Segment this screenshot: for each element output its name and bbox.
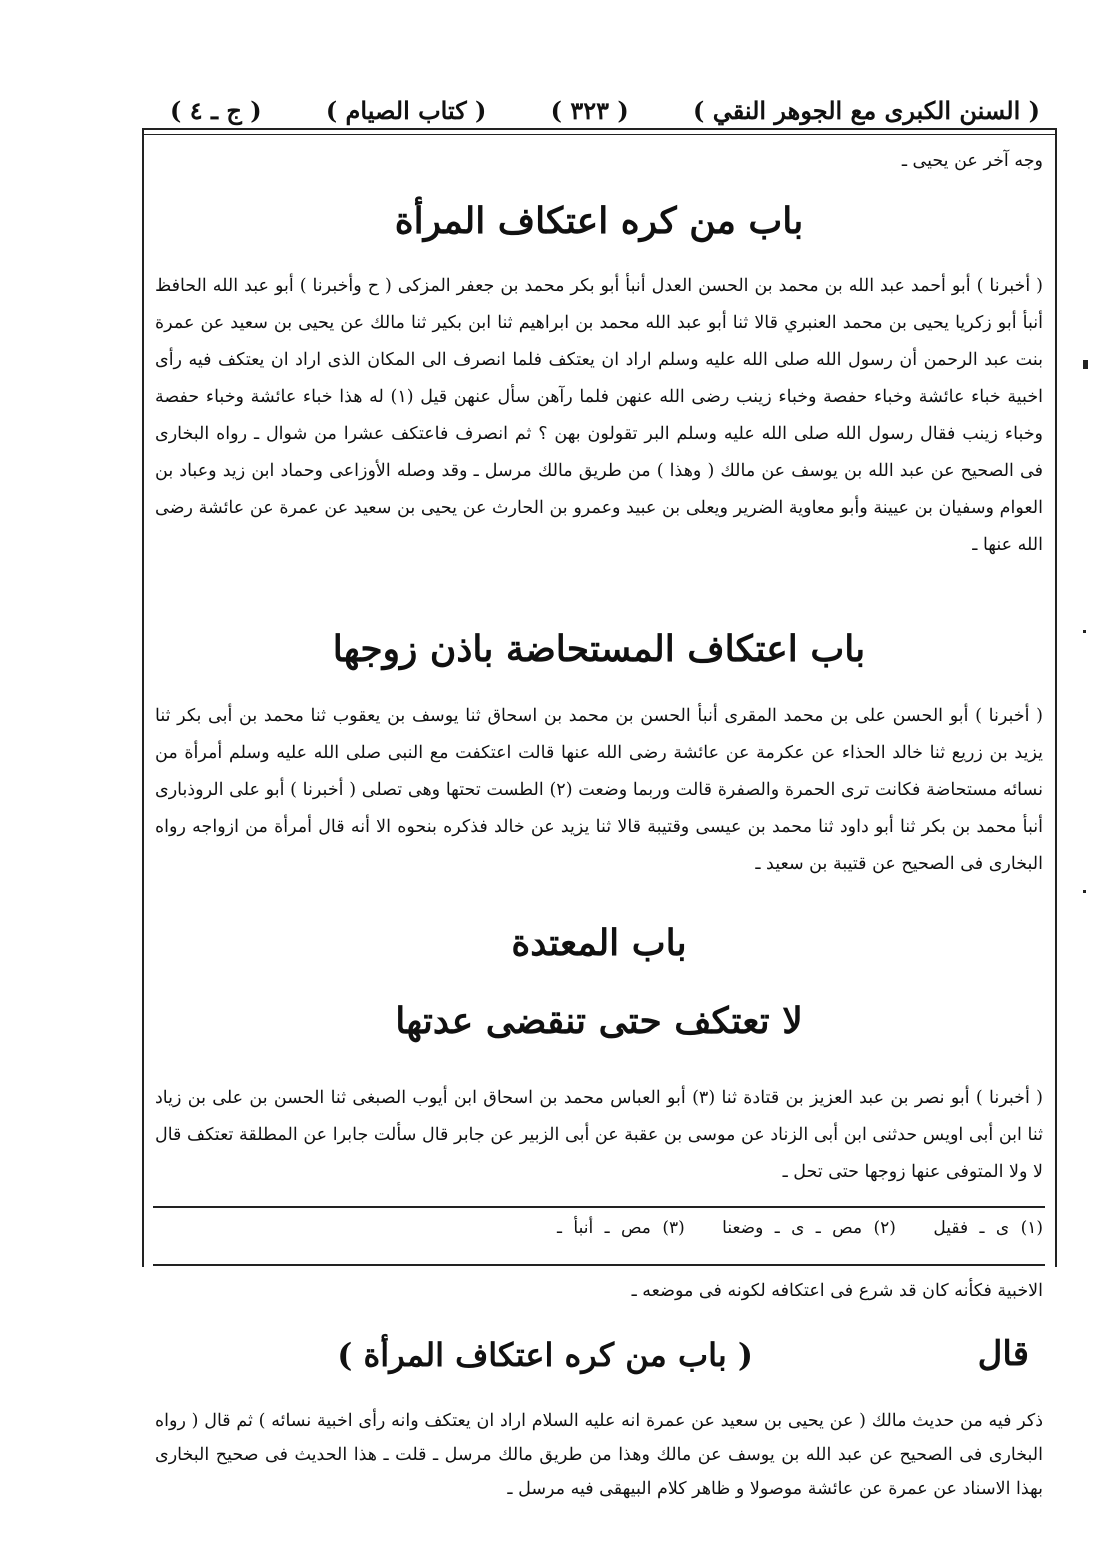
footnote-3: (٣) مص ـ أنبأ ـ — [557, 1218, 685, 1238]
running-header — [170, 88, 1040, 132]
frame-right-rule — [1055, 128, 1057, 1267]
footnote-1: (١) ى ـ فقيل — [933, 1218, 1043, 1238]
commentary-qal: قال — [977, 1334, 1029, 1374]
commentary-intro-text: الاخبية فكأنه كان قد شرع فى اعتكافه لكونه فى موضعه ـ — [631, 1281, 1043, 1301]
footnotes — [155, 1218, 1043, 1238]
commentary-title: ( باب من كره اعتكاف المرأة ) — [337, 1336, 753, 1374]
header-book-title: ( السنن الكبرى مع الجوهر النقي ) — [692, 95, 1040, 125]
section1-body — [155, 268, 1043, 564]
footnote-separator — [153, 1206, 1045, 1208]
section3-body — [155, 1080, 1043, 1191]
commentary-separator — [153, 1264, 1045, 1266]
header-volume: ( ج ـ ٤ ) — [170, 95, 262, 125]
section3-title-line1: باب المعتدة — [511, 922, 687, 964]
commentary-intro — [155, 1274, 1043, 1308]
section2-text: ( أخبرنا ) أبو الحسن على بن محمد المقرى أنبأ الحسن بن محمد بن اسحاق ثنا يوسف بن يعقوب ثنا محمد بن أبى بكر ثنا يزيد بن زريع ثنا خالد الحذاء عن عكرمة عن عائشة رضى الله عنها قالت اعتكفت مع النبى صلى الله عليه وسلم أمرأة من نسائه مستحاضة فكانت ترى الحمرة والصفرة قالت وربما وضعت (٢) الطست تحتها وهى تصلى ( أخبرنا ) أبو على الروذبارى أنبأ محمد بن بكر ثنا أبو داود ثنا محمد بن عيسى وقتيبة قالا ثنا يزيد عن خالد فذكره بنحوه الا أنه قال أمرأة من ازواجه رواه البخارى فى الصحيح عن قتيبة بن سعيد ـ — [155, 706, 1043, 874]
frame-top-rule-inner — [142, 134, 1057, 135]
commentary-body — [155, 1404, 1043, 1506]
commentary-heading — [155, 1330, 1043, 1390]
section3-title-line2: لا تعتكف حتى تنقضى عدتها — [395, 1000, 803, 1042]
section2-title: باب اعتكاف المستحاضة باذن زوجها — [332, 628, 866, 670]
section1-title: باب من كره اعتكاف المرأة — [394, 200, 804, 242]
section2-body — [155, 698, 1043, 883]
footnote-2: (٢) مص ـ ى ـ وضعنا — [722, 1218, 896, 1238]
commentary-text: ذكر فيه من حديث مالك ( عن يحيى بن سعيد عن عمرة انه عليه السلام اراد ان يعتكف وانه رأى اخبية نسائه ) ثم قال ( رواه البخارى فى الصحيح عن عبد الله بن يوسف عن مالك وهذا من طريق مالك مرسل ـ قلت ـ هذا الحديث فى صحيح البخارى بهذا الاسناد عن عمرة عن عائشة موصولا و ظاهر كلام البيهقى فيه مرسل ـ — [155, 1411, 1043, 1499]
margin-mark — [1083, 890, 1086, 893]
header-chapter: ( كتاب الصيام ) — [325, 95, 487, 125]
intro-text: وجه آخر عن يحيى ـ — [901, 151, 1043, 171]
margin-mark — [1083, 360, 1088, 369]
section1-text: ( أخبرنا ) أبو أحمد عبد الله بن محمد بن الحسن العدل أنبأ أبو بكر محمد بن جعفر المزكى ( ح وأخبرنا ) أبو عبد الله الحافظ أنبأ أبو زكريا يحيى بن محمد العنبري قالا ثنا أبو عبد الله محمد بن ابراهيم ثنا ابن بكير ثنا مالك عن يحيى بن سعيد عن عمرة بنت عبد الرحمن أن رسول الله صلى الله عليه وسلم اراد ان يعتكف فلما انصرف الى المكان الذى اراد ان يعتكف فيه رأى اخبية خباء عائشة وخباء حفصة وخباء زينب رضى الله عنهن فلما رآهن سأل عنهن قيل (١) له هذا خباء عائشة وخباء حفصة وخباء زينب فقال رسول الله صلى الله عليه وسلم البر تقولون بهن ؟ ثم انصرف فاعتكف عشرا من شوال ـ رواه البخارى فى الصحيح عن عبد الله بن يوسف عن مالك ( وهذا ) من طريق مالك مرسل ـ وقد وصله الأوزاعى وحماد ابن زيد وعباد بن العوام وسفيان بن عيينة وأبو معاوية الضرير ويعلى بن عبيد وعمرو بن الحارث عن يحيى بن سعيد عن عمرة عن عائشة رضى الله عنها ـ — [155, 276, 1043, 555]
margin-mark — [1083, 630, 1086, 633]
intro-line — [155, 146, 1043, 176]
header-page-number: ( ٣٢٣ ) — [550, 95, 629, 125]
frame-left-rule — [142, 128, 144, 1267]
section3-text: ( أخبرنا ) أبو نصر بن عبد العزيز بن قتادة ثنا (٣) أبو العباس محمد بن اسحاق ابن أيوب الصبغى ثنا الحسن بن على بن زياد ثنا ابن أبى اويس حدثنى ابن أبى الزناد عن موسى بن عقبة عن أبى الزبير عن جابر قال سألت جابرا عن المطلقة تعتكف قال لا ولا المتوفى عنها زوجها حتى تحل ـ — [155, 1088, 1043, 1182]
frame-top-rule — [142, 128, 1057, 130]
